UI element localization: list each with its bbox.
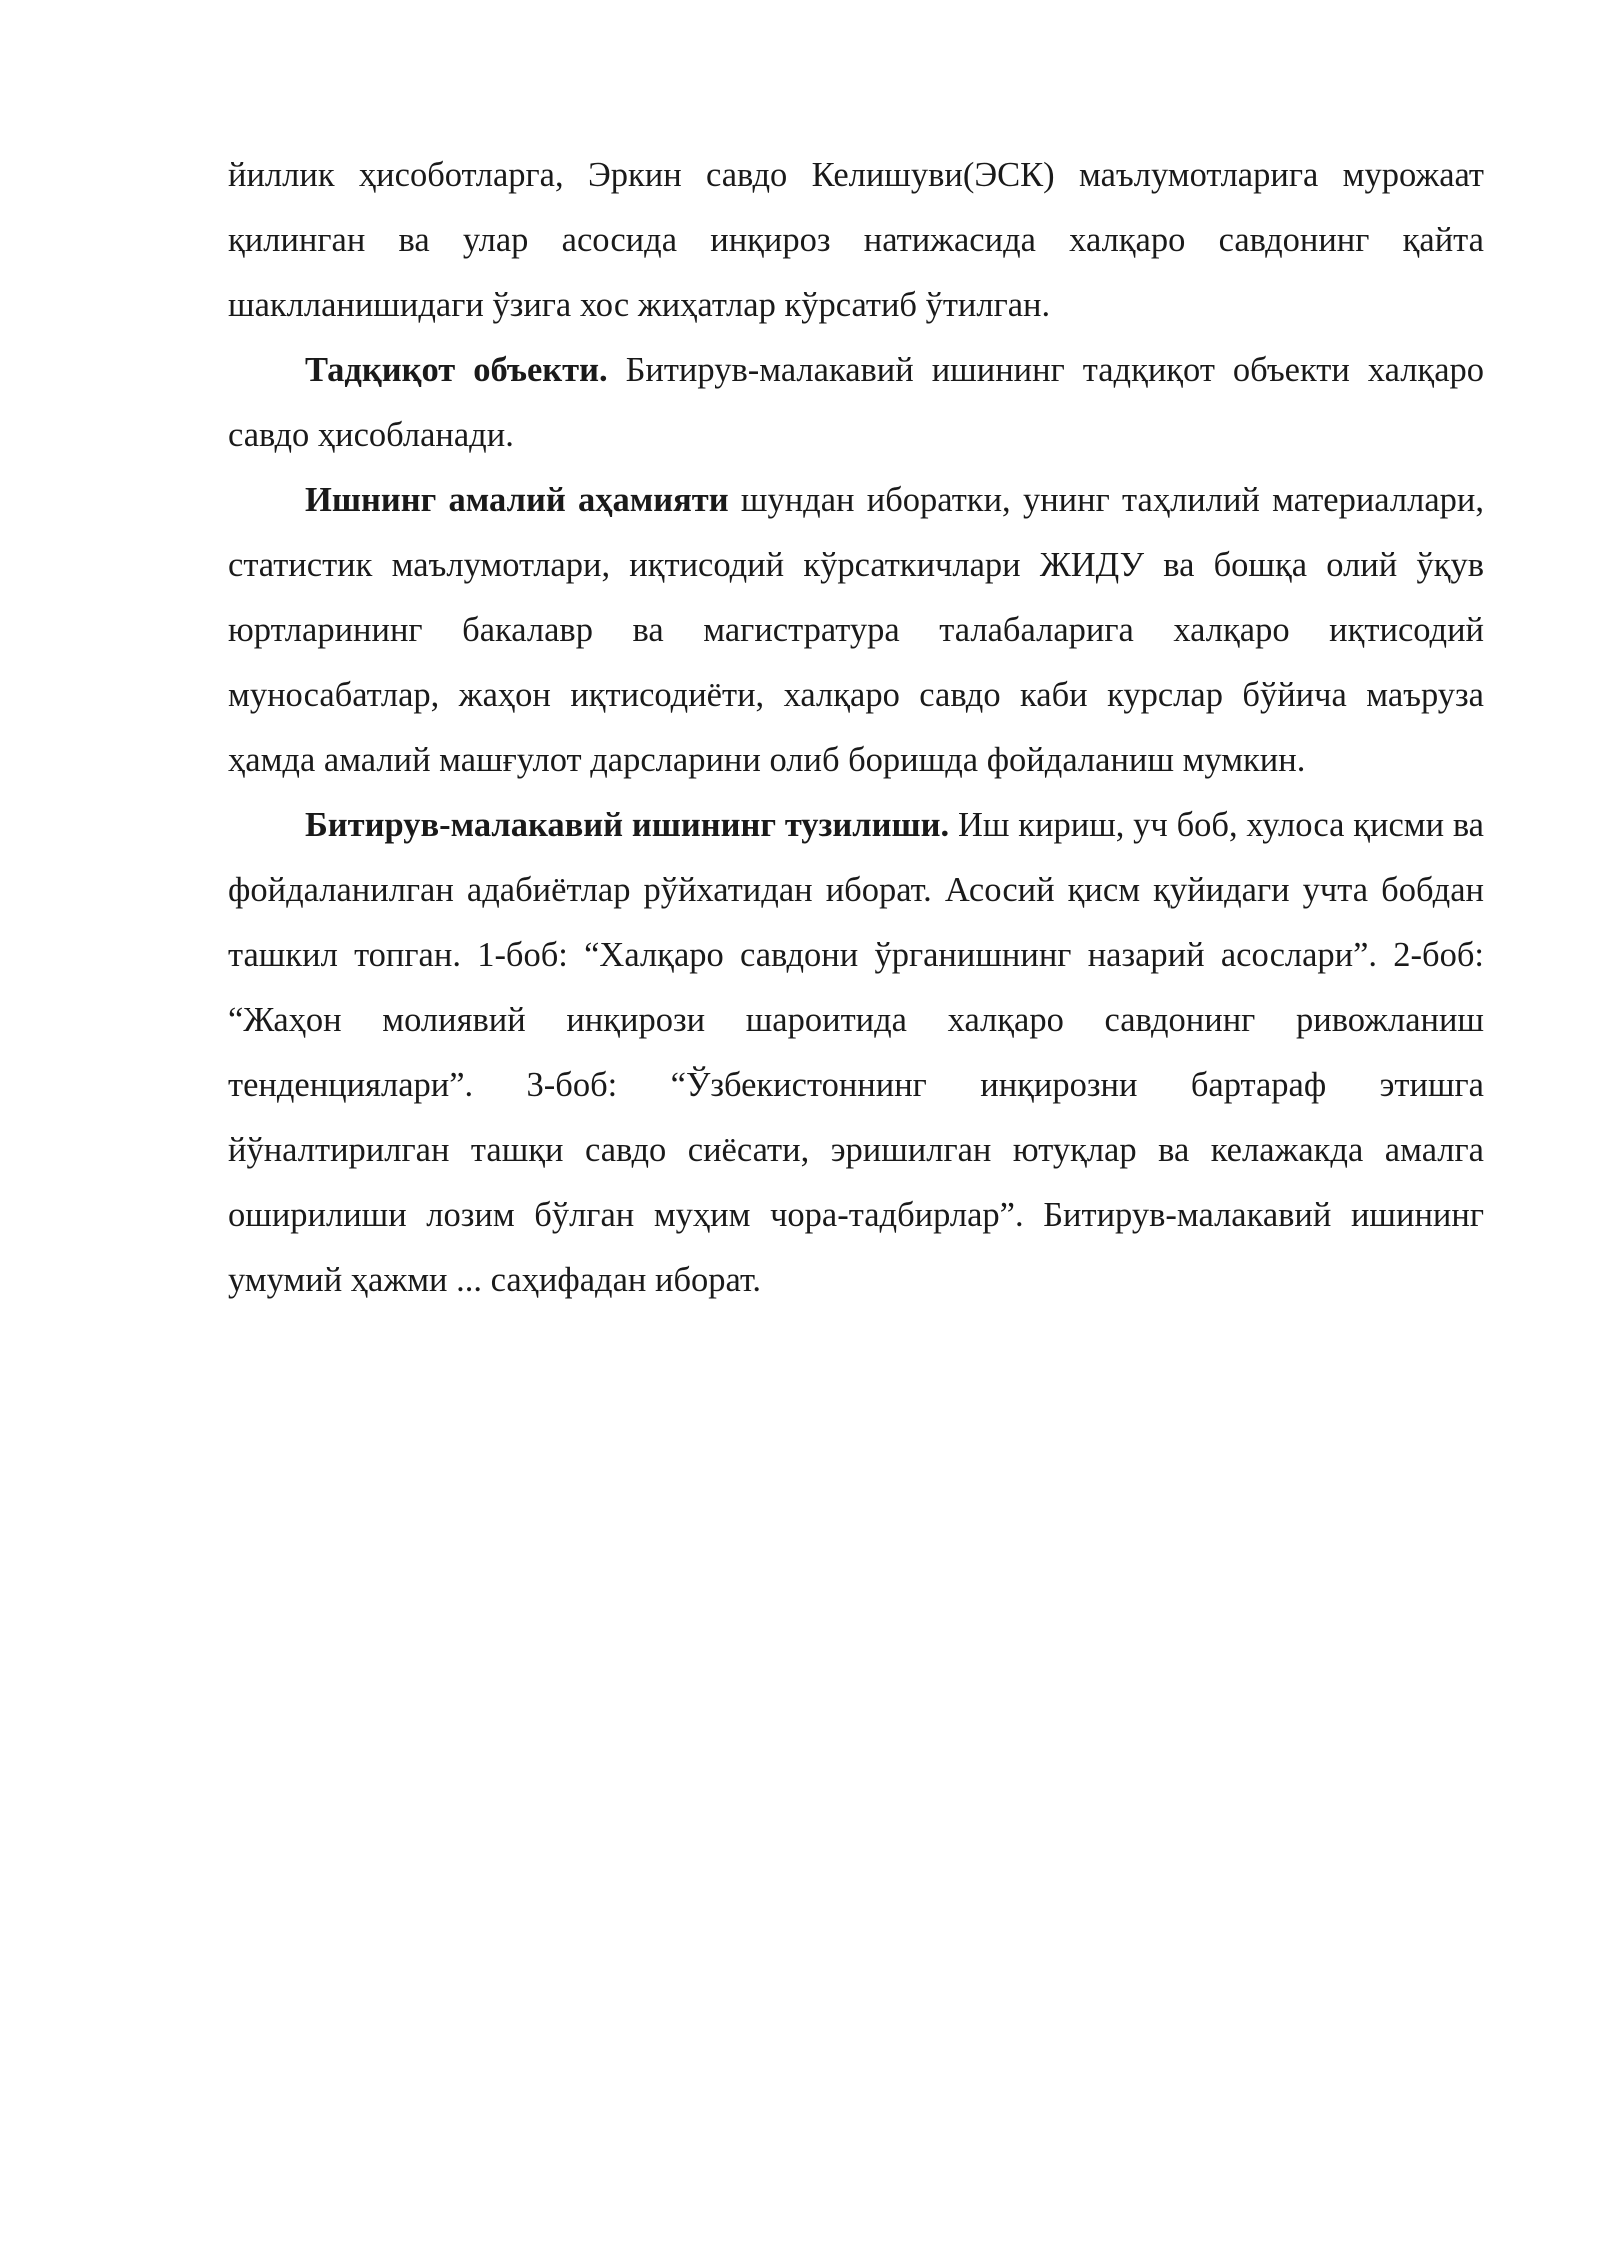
paragraph-text: Битирув-малакавий ишининг тадқиқот объекти халқаро савдо ҳисобланади. (228, 351, 1485, 454)
paragraph-heading: Битирув-малакавий ишининг тузилиши. (305, 806, 950, 844)
document-body (228, 143, 1484, 1313)
paragraph-practical-significance (228, 468, 1484, 793)
paragraph-intro-continuation (228, 143, 1484, 338)
paragraph-text: шундан иборатки, унинг таҳлилий материаллари, статистик маълумотлари, иқтисодий кўрсаткичлари ЖИДУ ва бошқа олий ўқув юртларининг бакалавр ва магистратура талабаларига халқаро иқтисодий муносабатлар, жаҳон иқтисодиёти, халқаро савдо каби курслар бўйича маъруза ҳамда амалий машғулот дарсларини олиб боришда фойдаланиш мумкин. (228, 481, 1484, 779)
paragraph-heading: Тадқиқот объекти. (305, 351, 608, 389)
paragraph-text: Иш кириш, уч боб, хулоса қисми ва фойдаланилган адабиётлар рўйхатидан иборат. Асосий қисм қуйидаги учта бобдан ташкил топган. 1-боб: “Халқаро савдони ўрганишнинг назарий асослари”. 2-боб: “Жаҳон молиявий инқирози шароитида халқаро савдонинг ривожланиш тенденциялари”. 3-боб: “Ўзбекистоннинг инқирозни бартараф этишга йўналтирилган ташқи савдо сиёсати, эришилган ютуқлар ва келажакда амалга оширилиши лозим бўлган муҳим чора-тадбирлар”. Битирув-малакавий ишининг умумий ҳажми ... саҳифадан иборат. (228, 806, 1484, 1299)
paragraph-structure (228, 793, 1484, 1313)
paragraph-research-object (228, 338, 1484, 468)
paragraph-heading: Ишнинг амалий аҳамияти (305, 481, 729, 519)
paragraph-text: йиллик ҳисоботларга, Эркин савдо Келишуви(ЭСК) маълумотларига мурожаат қилинган ва улар асосида инқироз натижасида халқаро савдонинг қайта шаклланишидаги ўзига хос жиҳатлар кўрсатиб ўтилган. (228, 156, 1484, 324)
